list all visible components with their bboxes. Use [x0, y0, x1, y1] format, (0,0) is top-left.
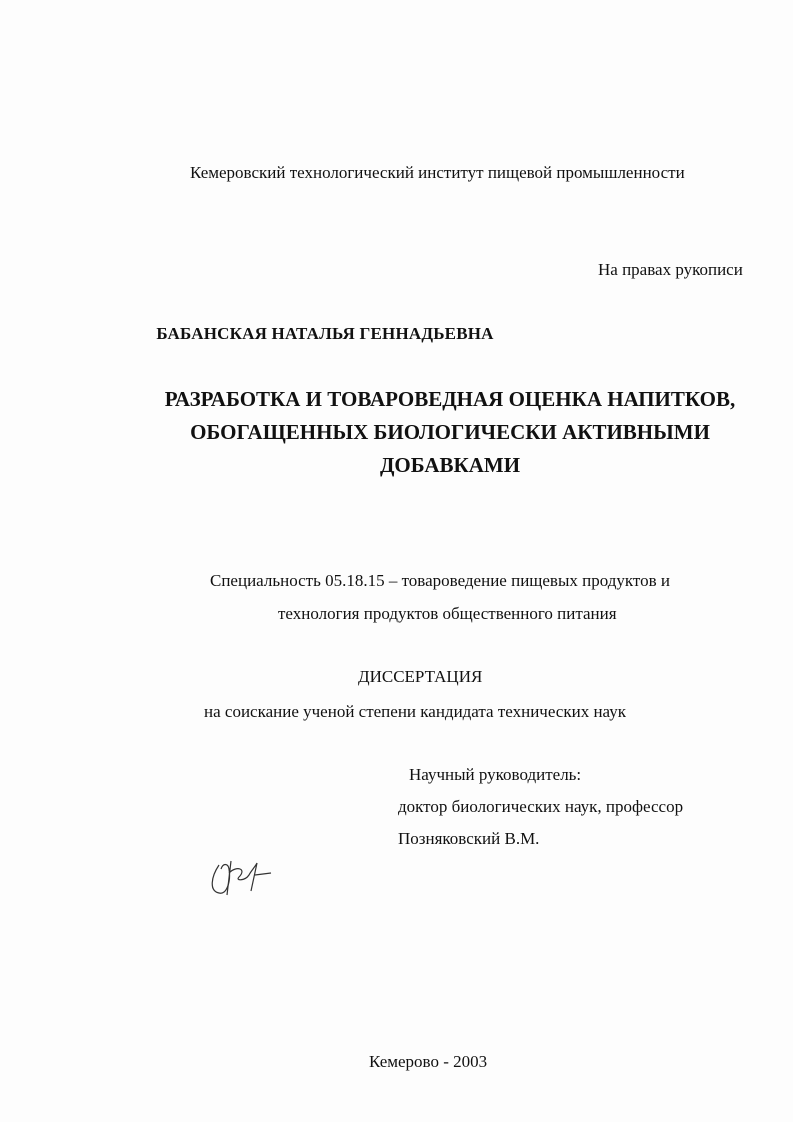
handwritten-signature-icon	[205, 855, 280, 900]
document-type: ДИССЕРТАЦИЯ	[358, 667, 483, 686]
supervisor-label: Научный руководитель:	[409, 765, 582, 784]
specialty-line: технология продуктов общественного питания	[278, 604, 617, 623]
title-line: ОБОГАЩЕННЫХ БИОЛОГИЧЕСКИ АКТИВНЫМИ	[190, 420, 710, 444]
dissertation-title	[120, 383, 780, 482]
title-line: ДОБАВКАМИ	[379, 453, 521, 477]
supervisor-title: доктор биологических наук, профессор	[398, 797, 684, 816]
author-name: БАБАНСКАЯ НАТАЛЬЯ ГЕННАДЬЕВНА	[156, 324, 494, 343]
institute-name: Кемеровский технологический институт пищевой промышленности	[190, 163, 685, 182]
degree-statement: на соискание ученой степени кандидата технических наук	[204, 702, 627, 721]
city-year: Кемерово - 2003	[369, 1052, 488, 1071]
title-line: РАЗРАБОТКА И ТОВАРОВЕДНАЯ ОЦЕНКА НАПИТКОВ,	[164, 387, 736, 411]
manuscript-note: На правах рукописи	[598, 260, 743, 279]
specialty-line: Специальность 05.18.15 – товароведение пищевых продуктов и	[210, 571, 670, 590]
supervisor-name: Позняковский В.М.	[398, 829, 540, 848]
